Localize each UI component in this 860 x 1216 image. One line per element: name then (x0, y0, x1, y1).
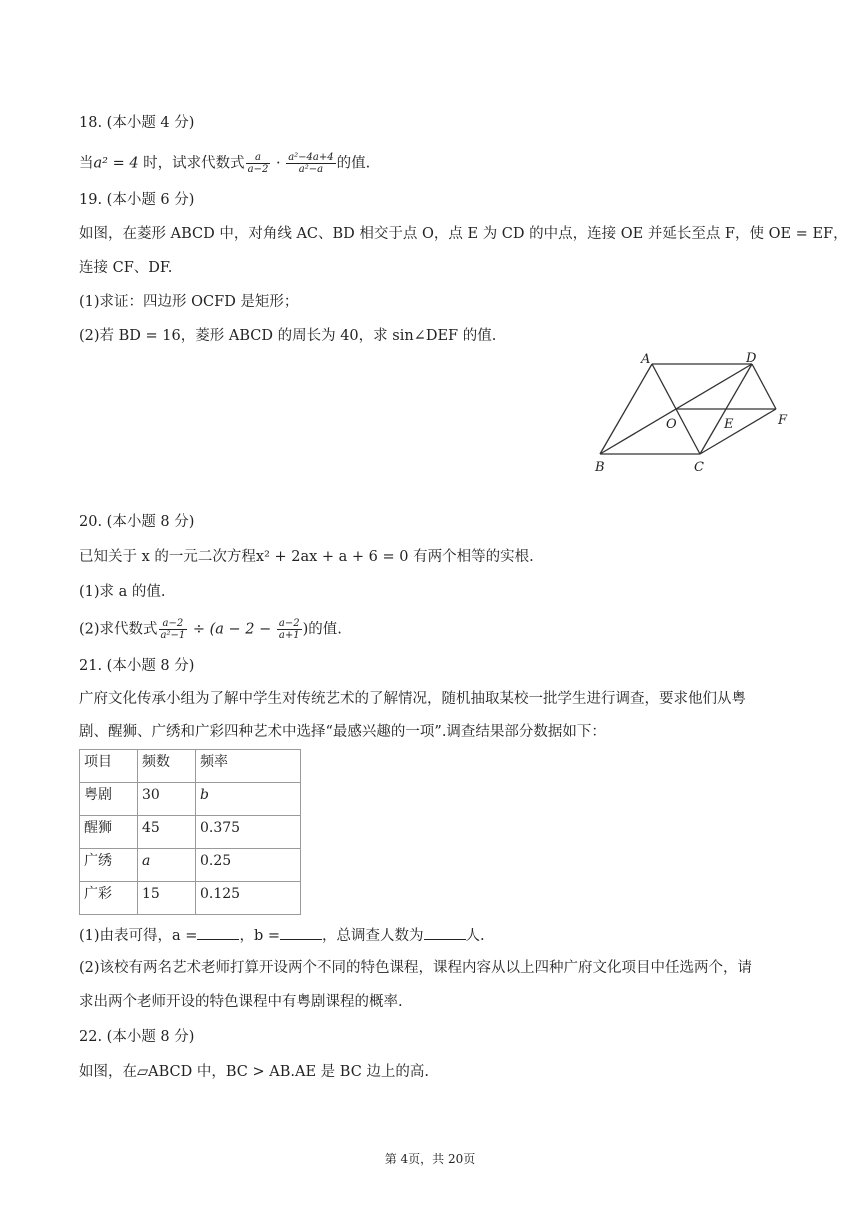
table-cell: 广绣 (80, 849, 138, 882)
table-row (80, 783, 301, 816)
answer-blank (280, 925, 322, 940)
table-cell: 30 (138, 783, 196, 816)
table-cell: b (196, 783, 301, 816)
table-header: 项目 (80, 750, 138, 783)
q20-part2-pre: (2)求代数式 (79, 621, 158, 638)
table-cell: a (138, 849, 196, 882)
q21-part1-c: ，总调查人数为 (322, 928, 424, 944)
answer-blank (424, 925, 466, 940)
q19-line1: 如图，在菱形 ABCD 中，对角线 AC、BD 相交于点 O，点 E 为 CD 的中点，连接 OE 并延长至点 F，使 OE = EF， (79, 226, 848, 242)
table-row (80, 882, 301, 915)
table-cell: 45 (138, 816, 196, 849)
q20-mid: ÷ (a − 2 − (188, 621, 276, 638)
page-footer: 第 4页，共 20页 (384, 1152, 476, 1166)
q21-part2-line2: 求出两个老师开设的特色课程中有粤剧课程的概率. (79, 994, 403, 1010)
q21-heading: 21. (本小题 8 分) (79, 658, 195, 674)
q18-post: 的值. (336, 155, 371, 172)
q18-condition: a² = 4 (93, 155, 139, 172)
q21-part1-d: 人. (465, 928, 485, 944)
rhombus-figure (590, 350, 800, 480)
label-D: D (746, 351, 757, 366)
label-A: A (641, 352, 651, 367)
q18-heading: 18. (本小题 4 分) (79, 115, 195, 131)
table-cell: 粤剧 (80, 783, 138, 816)
table-header-row (80, 750, 301, 783)
q20-part2 (79, 618, 342, 641)
q18-fraction-1: $\frac{a}{a-2}$ (247, 152, 269, 175)
q21-part1-b: ，b = (239, 928, 280, 944)
label-F: F (778, 413, 788, 428)
table-cell: 醒狮 (80, 816, 138, 849)
q18-dot: · (271, 155, 286, 172)
q18-pre: 当 (79, 155, 94, 172)
label-O: O (666, 417, 677, 432)
table-row (80, 849, 301, 882)
table-cell: 0.125 (196, 882, 301, 915)
frequency-table (79, 749, 301, 915)
q19-line2: 连接 CF、DF. (79, 260, 173, 276)
q22-heading: 22. (本小题 8 分) (79, 1029, 195, 1045)
q21-part1-a: (1)由表可得，a = (79, 928, 198, 944)
table-cell: 0.375 (196, 816, 301, 849)
q20-fraction-1: $\frac{a-2}{\text{a²−1}}$ (160, 618, 186, 641)
q21-part1 (79, 925, 485, 946)
table-cell: 0.25 (196, 849, 301, 882)
q20-post: )的值. (302, 621, 342, 638)
q18-mid: 时，试求代数式 (138, 155, 245, 172)
q20-heading: 20. (本小题 8 分) (79, 514, 195, 530)
label-B: B (595, 460, 605, 475)
q20-fraction-2: $\frac{a-2}{a+1}$ (278, 618, 300, 641)
table-cell: 广彩 (80, 882, 138, 915)
label-E: E (724, 417, 734, 432)
q18-fraction-2: $\frac{\text{a²−4a+4}}{\text{a²−a}}$ (288, 152, 334, 175)
table-header: 频率 (196, 750, 301, 783)
q20-line1: 已知关于 x 的一元二次方程x² + 2ax + a + 6 = 0 有两个相等的实根. (79, 549, 534, 565)
q18-body (79, 152, 370, 175)
label-C: C (694, 460, 704, 475)
q20-part1: (1)求 a 的值. (79, 584, 166, 600)
q21-part2-line1: (2)该校有两名艺术老师打算开设两个不同的特色课程，课程内容从以上四种广府文化项目中任选两个，请 (79, 960, 753, 976)
q19-part2: (2)若 BD = 16，菱形 ABCD 的周长为 40，求 sin∠DEF 的值. (79, 328, 497, 344)
table-header: 频数 (138, 750, 196, 783)
q19-part1: (1)求证：四边形 OCFD 是矩形； (79, 294, 299, 310)
table-cell: 15 (138, 882, 196, 915)
answer-blank (197, 925, 239, 940)
q19-heading: 19. (本小题 6 分) (79, 192, 195, 208)
table-row (80, 816, 301, 849)
q22-line1: 如图，在▱ABCD 中，BC > AB.AE 是 BC 边上的高. (79, 1064, 430, 1080)
q21-line2: 剧、醒狮、广绣和广彩四种艺术中选择“最感兴趣的一项”.调查结果部分数据如下： (79, 724, 606, 740)
q21-line1: 广府文化传承小组为了解中学生对传统艺术的了解情况，随机抽取某校一批学生进行调查，要求他们从粤 (79, 691, 746, 707)
